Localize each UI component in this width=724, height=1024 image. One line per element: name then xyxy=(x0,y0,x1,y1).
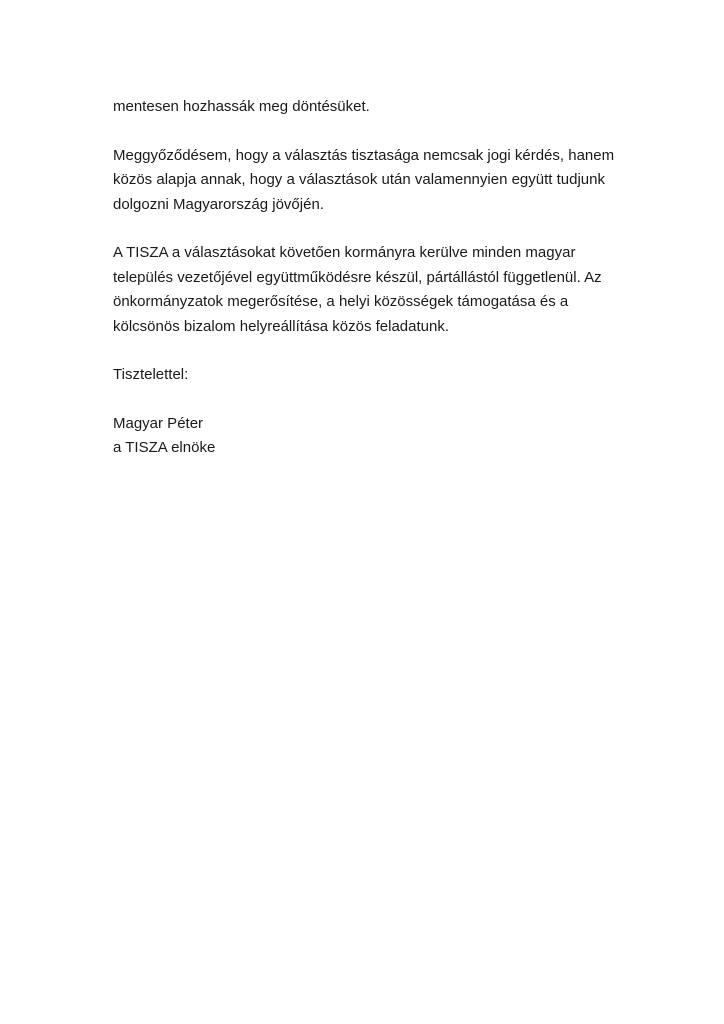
paragraph-cooperation xyxy=(113,241,613,339)
text-line: Tisztelettel: xyxy=(113,366,189,383)
text-line: közös alapja annak, hogy a választások után valamennyien együtt tudjunk xyxy=(113,171,605,188)
signature-block xyxy=(113,412,613,461)
text-line: A TISZA a választásokat követően kormányra kerülve minden magyar xyxy=(113,244,576,261)
paragraph-conviction xyxy=(113,144,613,218)
text-line: település vezetőjével együttműködésre készül, pártállástól függetlenül. Az xyxy=(113,268,602,286)
text-line: dolgozni Magyarország jövőjén. xyxy=(113,195,324,213)
text-line: mentesen hozhassák meg döntésüket. xyxy=(113,98,370,115)
letter-body xyxy=(113,95,613,461)
paragraph-continuation xyxy=(113,95,613,120)
signatory-title: a TISZA elnöke xyxy=(113,439,216,456)
signatory-name: Magyar Péter xyxy=(113,414,204,432)
text-line: önkormányzatok megerősítése, a helyi közösségek támogatása és a xyxy=(113,293,569,310)
closing-salutation xyxy=(113,363,613,388)
text-line: Meggyőződésem, hogy a választás tisztasága nemcsak jogi kérdés, hanem xyxy=(113,146,615,164)
text-line: kölcsönös bizalom helyreállítása közös feladatunk. xyxy=(113,317,450,335)
